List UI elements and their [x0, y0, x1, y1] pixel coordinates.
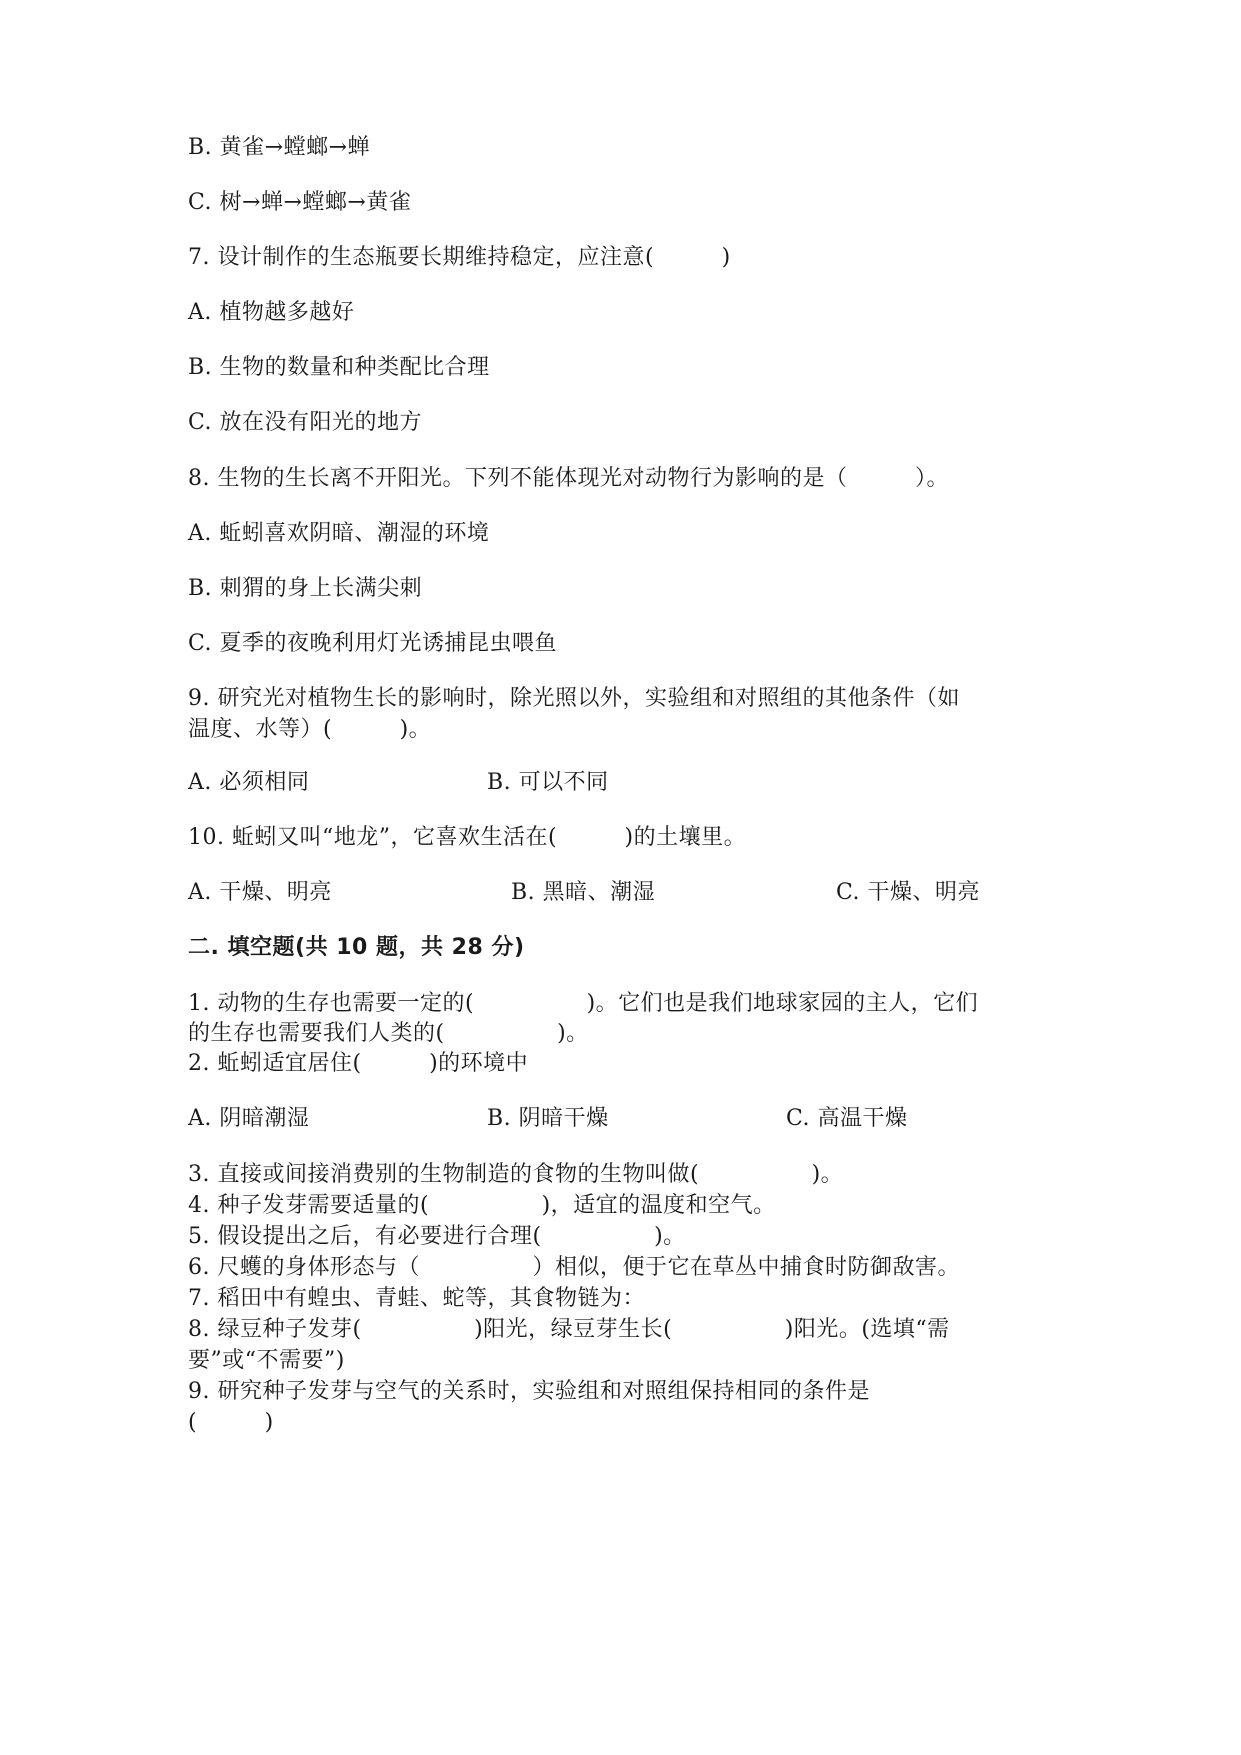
question-7-option-b: B. 生物的数量和种类配比合理 — [188, 355, 490, 380]
question-8-option-a: A. 蚯蚓喜欢阴暗、潮湿的环境 — [188, 521, 490, 546]
option-b-text: B. 黄雀→螳螂→蝉 — [188, 135, 371, 160]
question-9-line-1: 9. 研究光对植物生长的影响时，除光照以外，实验组和对照组的其他条件（如 — [188, 686, 960, 711]
fill-2-option-b: B. 阴暗干燥 — [487, 1106, 609, 1131]
question-10: 10. 蚯蚓又叫“地龙”，它喜欢生活在( )的土壤里。 — [188, 825, 747, 850]
fill-2: 2. 蚯蚓适宜居住( )的环境中 — [188, 1051, 529, 1076]
fill-2-option-c: C. 高温干燥 — [786, 1106, 908, 1131]
question-7-option-c: C. 放在没有阳光的地方 — [188, 410, 423, 435]
question-9-option-b: B. 可以不同 — [487, 770, 609, 795]
question-9-option-a: A. 必须相同 — [188, 770, 310, 795]
fill-6: 6. 尺蠖的身体形态与（ ）相似，便于它在草丛中捕食时防御敌害。 — [188, 1255, 960, 1280]
fill-4: 4. 种子发芽需要适量的( )，适宜的温度和空气。 — [188, 1193, 776, 1218]
fill-8-line-1: 8. 绿豆种子发芽( )阳光，绿豆芽生长( )阳光。(选填“需 — [188, 1317, 950, 1342]
question-8-option-b: B. 刺猬的身上长满尖刺 — [188, 576, 423, 601]
question-8-option-c: C. 夏季的夜晚利用灯光诱捕昆虫喂鱼 — [188, 631, 558, 656]
question-9-line-2: 温度、水等）( )。 — [188, 717, 432, 742]
fill-5: 5. 假设提出之后，有必要进行合理( )。 — [188, 1224, 686, 1249]
fill-9-line-2: ( ) — [188, 1410, 274, 1435]
option-c-text: C. 树→蝉→螳螂→黄雀 — [188, 190, 412, 215]
question-10-option-a: A. 干燥、明亮 — [188, 880, 332, 905]
section-heading: 二. 填空题(共 10 题，共 28 分) — [188, 935, 525, 960]
fill-1-line-2: 的生存也需要我们人类的( )。 — [188, 1021, 589, 1046]
fill-7: 7. 稻田中有蝗虫、青蛙、蛇等，其食物链为： — [188, 1286, 645, 1311]
question-10-option-b: B. 黑暗、潮湿 — [511, 880, 656, 905]
question-8: 8. 生物的生长离不开阳光。下列不能体现光对动物行为影响的是（ ）。 — [188, 466, 949, 491]
question-7-option-a: A. 植物越多越好 — [188, 300, 355, 325]
fill-9-line-1: 9. 研究种子发芽与空气的关系时，实验组和对照组保持相同的条件是 — [188, 1379, 870, 1404]
fill-8-line-2: 要”或“不需要”) — [188, 1348, 345, 1373]
fill-2-option-a: A. 阴暗潮湿 — [188, 1106, 310, 1131]
fill-3: 3. 直接或间接消费别的生物制造的食物的生物叫做( )。 — [188, 1162, 844, 1187]
fill-1-line-1: 1. 动物的生存也需要一定的( )。它们也是我们地球家园的主人，它们 — [188, 991, 979, 1016]
question-7: 7. 设计制作的生态瓶要长期维持稳定，应注意( ) — [188, 245, 731, 270]
question-10-option-c: C. 干燥、明亮 — [836, 880, 981, 905]
